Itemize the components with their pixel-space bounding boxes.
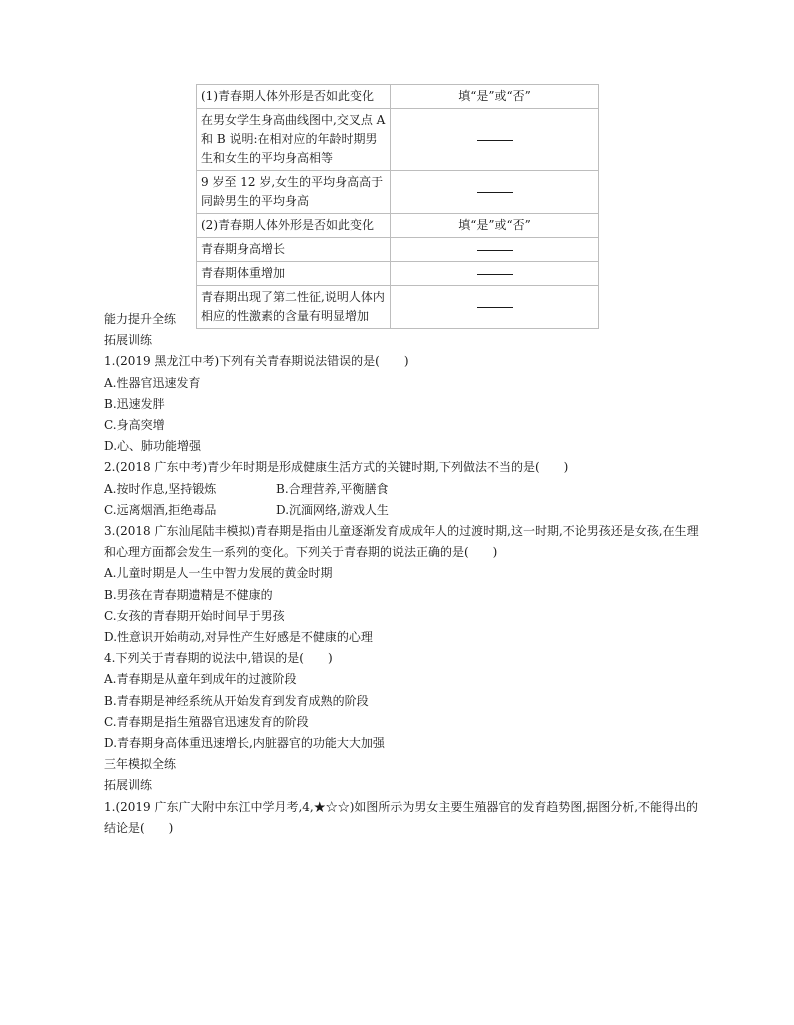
option-b[interactable]: B.男孩在青春期遗精是不健康的: [104, 587, 273, 602]
table-cell-statement: (2)青春期人体外形是否如此变化: [197, 214, 391, 238]
option-a[interactable]: A.按时作息,坚持锻炼: [104, 481, 217, 496]
option-a[interactable]: A.儿童时期是人一生中智力发展的黄金时期: [104, 566, 333, 581]
table-row: [197, 109, 599, 171]
section-title: 能力提升全练: [104, 312, 177, 326]
option-b[interactable]: B.合理营养,平衡膳食: [276, 481, 389, 496]
table-cell-answer[interactable]: [391, 109, 599, 171]
option-a[interactable]: A.青春期是从童年到成年的过渡阶段: [104, 672, 297, 687]
question-stem: 1.(2019 广东广大附中东江中学月考,4,★☆☆)如图所示为男女主要生殖器官的发育趋势图,据图分析,不能得出的结论是( ): [104, 799, 699, 835]
answer-blank[interactable]: [477, 249, 513, 251]
answer-blank[interactable]: [477, 273, 513, 275]
table-cell-answer[interactable]: [391, 238, 599, 262]
table-row: [197, 85, 599, 109]
section-title: 三年模拟全练: [104, 757, 177, 772]
table-row: [197, 238, 599, 262]
table-cell-statement: (1)青春期人体外形是否如此变化: [197, 85, 391, 109]
table-cell-header: 填“是”或“否”: [391, 214, 599, 238]
option-row: [104, 500, 704, 521]
question-stem: 2.(2018 广东中考)青少年时期是形成健康生活方式的关键时期,下列做法不当的是( ): [104, 460, 569, 475]
table-cell-answer[interactable]: [391, 171, 599, 214]
option-b[interactable]: B.迅速发胖: [104, 396, 165, 411]
option-c[interactable]: C.身高突增: [104, 418, 165, 433]
table-row: [197, 171, 599, 214]
answer-blank[interactable]: [477, 191, 513, 193]
question-section: [104, 309, 704, 839]
question-stem: 3.(2018 广东汕尾陆丰模拟)青春期是指由儿童逐渐发育成成年人的过渡时期,这一时期,不论男孩还是女孩,在生理和心理方面都会发生一系列的变化。下列关于青春期的说法正确的是( ): [104, 524, 699, 560]
option-d[interactable]: D.性意识开始萌动,对异性产生好感是不健康的心理: [104, 630, 373, 645]
subsection-title: 拓展训练: [104, 333, 153, 348]
table-cell-statement: 9 岁至 12 岁,女生的平均身高高于同龄男生的平均身高: [197, 171, 391, 214]
option-c[interactable]: C.远离烟酒,拒绝毒品: [104, 502, 217, 517]
question-stem: 4.下列关于青春期的说法中,错误的是( ): [104, 651, 333, 666]
option-d[interactable]: D.青春期身高体重迅速增长,内脏器官的功能大大加强: [104, 736, 385, 751]
option-c[interactable]: C.女孩的青春期开始时间早于男孩: [104, 608, 285, 623]
option-row: [104, 479, 704, 500]
question-stem: 1.(2019 黑龙江中考)下列有关青春期说法错误的是( ): [104, 354, 409, 369]
table-cell-statement: 青春期体重增加: [197, 262, 391, 286]
table-cell-statement: 在男女学生身高曲线图中,交叉点 A 和 B 说明:在相对应的年龄时期男生和女生的平均身高相等: [197, 109, 391, 171]
option-d[interactable]: D.沉湎网络,游戏人生: [276, 502, 389, 517]
option-c[interactable]: C.青春期是指生殖器官迅速发育的阶段: [104, 714, 309, 729]
answer-blank[interactable]: [477, 306, 513, 308]
table-row: [197, 214, 599, 238]
fill-in-table: [196, 84, 599, 329]
table-cell-answer[interactable]: [391, 262, 599, 286]
table-cell-statement: 青春期出现了第二性征,说明人体内相应的性激素的含量有明显增加: [197, 286, 391, 329]
option-b[interactable]: B.青春期是神经系统从开始发育到发育成熟的阶段: [104, 693, 369, 708]
option-a[interactable]: A.性器官迅速发育: [104, 375, 201, 390]
option-d[interactable]: D.心、肺功能增强: [104, 439, 202, 454]
table-cell-header: 填“是”或“否”: [391, 85, 599, 109]
table-cell-statement: 青春期身高增长: [197, 238, 391, 262]
answer-blank[interactable]: [477, 139, 513, 141]
subsection-title: 拓展训练: [104, 778, 153, 793]
table-row: [197, 262, 599, 286]
